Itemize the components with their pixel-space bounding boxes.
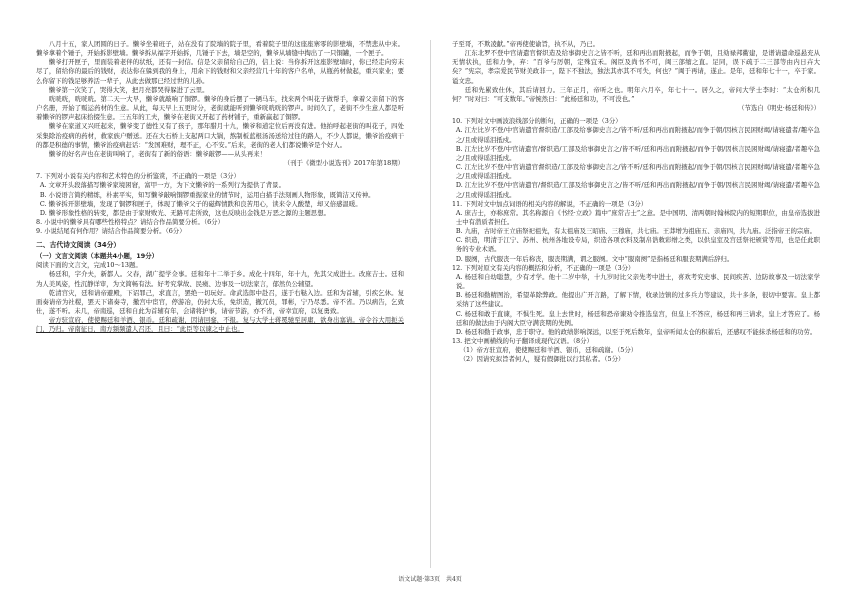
question-7-stem: 7. 下列对小说有关内容和艺术特色的分析鉴赏，不正确的一项是（3分）: [36, 172, 240, 181]
classical-continuation: 江东北罗不登中官请遣官督织造及给事御史言之皆不听，廷和再出而附掖起，而争于朝，且劾禄邦衢建，是谱请遣命巡悬充从无情状执，廷和力争，弃：“百爷与厉朝，定殊宜禾。阁臣及尚书不可，闽三部缩之直。足同，误下疏于二三部等由内日卉大矣？”宪宗，孝宗爱民节财美政非一，陛下不独法，独法其亦其不可失，何也？”闽于再请，遂止。是年，廷和年七十一，卒于家。谥文忠。: [452, 49, 820, 85]
question-7-option-c: C. 懒爷拆开影壁墙，发现了铜锣和匣子，体现了懒爷父子的磁辉情跌和良苦用心，读来令人酸楚，却又倍感温暖。: [39, 199, 362, 208]
question-10-option-c: C. 江左比岁不登/中官请遣官督织造/工部及给事御史言之/皆不听/廷和再出而附掖起/而争于朝/因核言民困财竭/请寝遣/者趣卒急之/且或得谣泪抵戍。: [455, 163, 820, 181]
question-10-stem: 10. 下列对文中画波浪线部分的断句，正确的一项是（3分）: [452, 117, 622, 126]
question-13-item-1: （1）帝方驻宣府，使使赐廷和羊酒、银币，廷和疏谢。（5分）: [459, 346, 638, 355]
question-9: 9. 小说结尾有何作用？请结合作品简要分析。（6分）: [36, 227, 186, 236]
section-instruction: 阅读下面的文言文，完成10～13题。: [36, 261, 142, 270]
question-13-stem: 13. 把文中画横线的句子翻译成现代汉语。（8分）: [452, 337, 593, 345]
classical-paragraph: 乾清宫灾，廷和请帝避殿，下诏罪己，求直言，罢绝一切玩好。命武选郎中赴召，遂于右鞑入边。廷和为首辅，引疾乞休。复面奏请帝为社稷，罢天下诸奏寺，撤宫中宦官，停游冶，仍封大乐，免织造，撤冗员，罪彬，宁乃尽悉。帝不省。乃以病告，乞致仕，遂不听。未几，帝南巡，廷和自此为首辅有年，会诸将护事，请帝节游，亦不省，帝幸宣府，以复勇致。: [36, 288, 404, 316]
question-11-option-b: B. 九庙，古时帝王立庙祭祀祖先，有太祖庙及三昭庙、三穆庙，共七庙。王莽增为祖庙五、亲庙四，共九庙。泛指帝王的宗庙。: [455, 227, 817, 236]
question-10-option-d: D. 江左比岁不登/中官请遣官/督织造/工部及给事御史言之/皆不听/廷和再出而附掖起/而争于朝/因核言民困财竭/请寝遣/者趣卒急之/且或得谣泪抵戍。: [455, 181, 820, 199]
question-10-option-a: A. 江左比岁不登/中官请遣官督织造/工部及给事御史言之/皆不听/廷和再出而附掖起/而争于朝/因核言民困财竭/请寝遣者/趣卒急之/且或得谣泪抵戍。: [455, 126, 820, 144]
classical-paragraph: 杨廷和，字介夫，新都人。父春，湖广提学佥事。廷和年十二举于乡。成化十四年，年十九，先其父成进士。改庶吉士。廷和为人美风姿，性沉静详审，为文简畅有法。好考究掌故、民瘼、边事及一切法家言，郁然负公辅望。: [36, 270, 404, 288]
question-12-option-c: C. 杨廷和敢于直谏，不惧生死。皇上去世时，杨廷和恐帝谏劝令推选皇宫，但皇上不答应，杨廷和再三请求，皇上才答应了。杨廷和的做法由于内阁大臣守满丧期的先例。: [455, 309, 820, 327]
classical-continuation: 廷和先累致仕休，其后请回力。三年正月，帝听之也。明年六月卒，年七十一。居久之，帝问大学士李时：“太仓所积几何？”时对曰：“可支数年。”帝惋然曰：“此杨廷和功，不可没也。”: [452, 85, 820, 103]
column-divider: [430, 40, 431, 568]
classical-paragraph-underlined: [36, 316, 404, 334]
page-footer: 语文试题·第3页 共4页: [398, 576, 462, 583]
question-12-stem: 12. 下列对原文有关内容的概括和分析，不正确的一项是（3分）: [452, 263, 635, 272]
question-11-stem: 11. 下列对文中加点词语的相关内容的解说，不正确的一项是（3分）: [452, 199, 648, 208]
right-column: [452, 40, 820, 364]
question-11-option-c: C. 织造，明清于江宁、苏州、杭州各地设专局，织造各项衣料及制帛诰敕彩缯之类，以供皇室及宫廷祭祀颁赏等用，也是任此职务的专业术语。: [455, 236, 820, 254]
story-paragraph: 咣咣咣，咣咣咣。第二天一大早，懒爷就敲响了铜锣。懒爷的身后摆了一辆马车，找来两个叫花子做帮手，拿着父亲留下的客户名册，开始了贩运药材的生意。从此，每天早上五更时分，老街就能听到懒爷咣咣咣的锣声。时间久了，老街不少生意人都是听着懒爷的锣声起床拾掇生意。三五年的工夫，懒爷在老街又开起了药材铺子，重新赢起了铜锣。: [36, 94, 404, 122]
story-source: （刊于《微型小说选刊》2017年第18期）: [283, 159, 404, 168]
question-10-option-b: B. 江左比岁不登/中官请遣官/督织造/工部及给事御史言之/皆不听/廷和再出而附掖起/而争于朝/因核言民困财竭/请寝遣/者趣卒急之/且或得谣泪抵戍。: [455, 144, 820, 162]
story-paragraph: 懒爷在家道又兴旺起来，懒爷变了德性又有了孩子，那年腊月十九，懒爷和道定位后再没有进。他拍呼起老街的叫花子，四处采集除治疫病的药材，救家族户赠送。还在大石桥上支起两口大锅，熬制板蓝根汤汤送给过往的路人，不少人都说，懒爷治疫病干的都是积德的事情，懒爷治疫病赶话：“发国难财，理不正，心不安。”后来，老街的老人们都说懒爷是个好人。: [36, 122, 404, 149]
classical-continuation: 子至哥，不欺凌献。”帝再使使谕旨，执不从，乃已。: [452, 40, 600, 48]
question-11-option-a: A. 庶吉士，亦称庶常。其名称源自《书经·立政》篇中“庶常吉士”之意。是中国明、清两朝时翰林院内的短期职位，由皇帝选拔进士中有潜质者担任。: [455, 208, 820, 226]
question-12-option-a: A. 杨廷和自幼聪慧，少有才学。他十二岁中举，十九岁时比父亲先考中进士，喜欢考究史事、民间疾苦、边防故事及一切法家学说。: [455, 272, 820, 291]
story-paragraph: 懒爷打开匣子，里面装着老伴的状纸，还有一封信。信是父亲留给自己的，信上说：当你拆开这座影壁墙时，你已经走向穷末尽了，留给你的最后的钱财，表达你在躲到我的身上，用余下的钱财和父亲经营几十年的客户名单，从瓶药材做起，重兴家业；要么你留下的钱足够养活一辈子，从此去做那已经过世的儿孙。: [36, 58, 404, 85]
story-paragraph: 八月十五，家人团圆的日子。懒爷坐着班子，站在没有了院墙的院子里，看着院子里的这座座寨零的影壁墙，不禁悲从中来。懒爷拿着个锤子，开始拆影壁墙。懒爷拆从福字开始拆，几锤子下去，墙是空的，懒爷从墙缝中掏出了一只铜罐，一个匣子。: [36, 40, 404, 58]
question-7-option-a: A. 文章开头段落描写懒爷家境困窘，富甲一方，为下文懒爷的一系列行为提供了背景。: [39, 181, 285, 190]
story-paragraph: 懒爷第一次笑了，哭得大笑，把月亮都哭得躲进了云里。: [48, 85, 209, 94]
question-8: 8. 小说中的懒爷具有哪些性格特点？请结合作品简要分析。（6分）: [36, 217, 224, 226]
section-heading: 二、古代诗文阅读（34分）: [36, 241, 121, 250]
subsection-heading: （一）文言文阅读（本题共4小题，19分）: [36, 252, 158, 261]
question-7-option-d: D. 懒爷形象性格的转变，都是由于家财败光、无路可走所致，这也反映出金钱是万恶之源的主题思想。: [39, 208, 330, 217]
left-column: [36, 40, 404, 335]
question-12-option-b: B. 杨廷和勤精图治，希望革除弊政。他提出广开言路，了解下情，收录边镇的过多兵力等建议，共十多条，很切中要害。皇上都采纳了这些建议。: [455, 291, 820, 309]
story-paragraph: 懒爷的好名声也在老街叫响了，老街有了新的俗语：懒爷敲锣——从头再来！: [48, 149, 267, 158]
underlined-sentence: 帝方驻宣府，使使赐廷和羊酒、银币。廷和疏谢，因请回銮，不报。复与大学士蒋冕驰至居庸，欲身出塞请。帝令谷大用扼关门，乃归。帝南征日，南方频频遣人召还，且曰：“此臣等以谏之中止也。: [36, 316, 404, 334]
question-13-item-2: （2）因请究拟旨者何人，疑有假御批以行其私者。（5分）: [459, 355, 625, 364]
classical-source: （节选自《明史·杨廷和传》）: [738, 104, 820, 113]
question-11-option-d: D. 服阕，古代服丧一年后称丧，服丧期满，谓之服阕。文中“服南阕”是指杨廷和服丧期满后辞归。: [455, 254, 734, 263]
question-12-option-d: D. 杨廷和勤于政事，忠于职守。他的政绩影响深远，以至于死后数年，皇帝听闻太仓的积蓄后，还感叹不能抹杀杨廷和的功劳。: [455, 327, 817, 336]
question-7-option-b: B. 小说语言简约精练，朴素平实，知写懒爷敲响铜锣重振家业的情节时，运用白描手法刻画人物形象，既简洁又传神。: [39, 190, 375, 199]
